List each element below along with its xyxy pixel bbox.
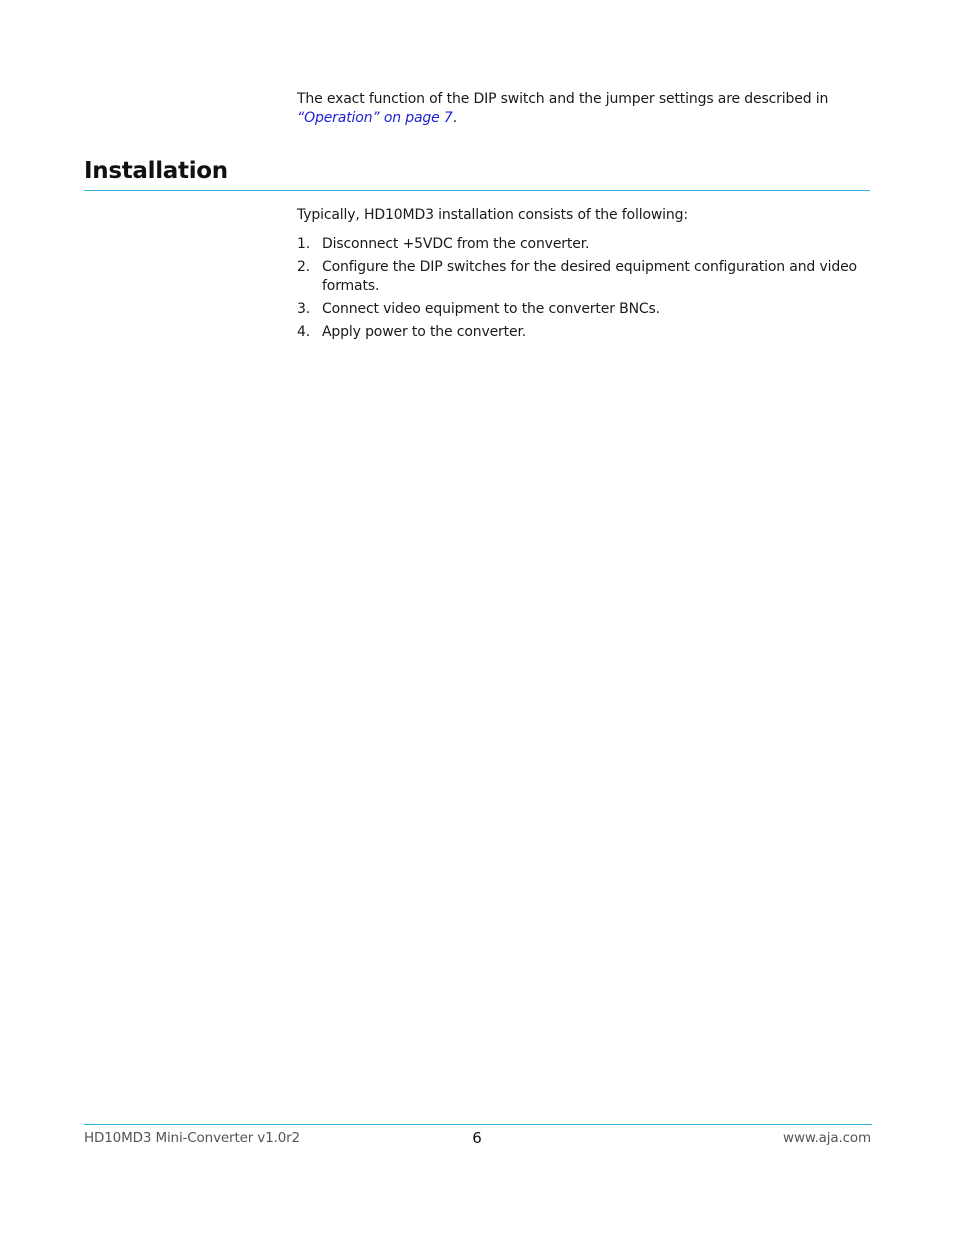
list-item: [297, 235, 857, 254]
step-number: 4.: [297, 324, 311, 340]
list-item: [297, 323, 857, 342]
section-title-rule: [84, 190, 870, 191]
footer-page-number: 6: [472, 1129, 482, 1147]
list-item: [297, 300, 857, 319]
section-lead: Typically, HD10MD3 installation consists of the following:: [297, 207, 688, 223]
footer-rule: [84, 1124, 872, 1125]
step-number: 3.: [297, 301, 311, 317]
footer-doc-title: HD10MD3 Mini-Converter v1.0r2: [84, 1130, 301, 1146]
footer-website: www.aja.com: [783, 1130, 871, 1146]
step-text: Disconnect +5VDC from the converter.: [322, 236, 590, 252]
step-text: Connect video equipment to the converter BNCs.: [322, 301, 660, 317]
intro-text: The exact function of the DIP switch and the jumper settings are described in: [297, 91, 829, 107]
step-number: 2.: [297, 259, 311, 275]
step-number: 1.: [297, 236, 311, 252]
intro-text-end: .: [452, 110, 458, 126]
installation-steps-list: [297, 235, 857, 346]
intro-paragraph: [297, 90, 872, 128]
list-item: [297, 258, 857, 296]
section-title: Installation: [84, 158, 228, 184]
operation-page-link[interactable]: “Operation” on page 7: [297, 110, 453, 126]
step-text: Apply power to the converter.: [322, 324, 527, 340]
step-text: Configure the DIP switches for the desired equipment configuration and video formats.: [322, 259, 857, 294]
